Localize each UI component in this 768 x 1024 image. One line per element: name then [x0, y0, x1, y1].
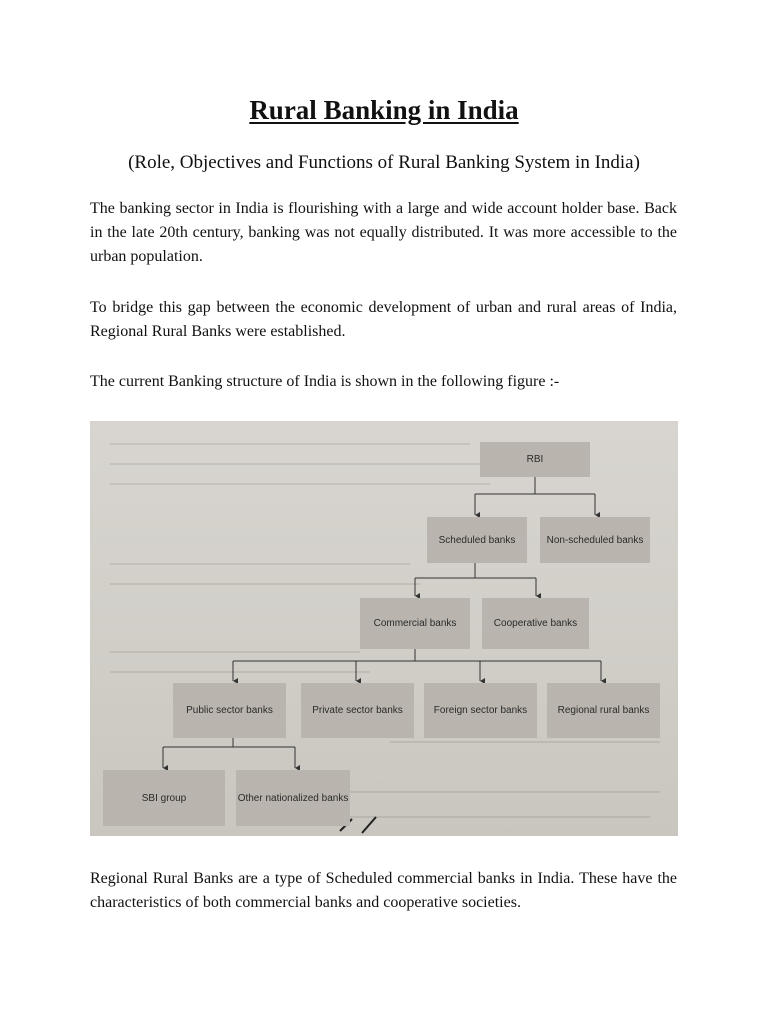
node-cooperative-banks: Cooperative banks	[482, 598, 589, 649]
node-sbi-group: SBI group	[103, 770, 225, 826]
node-other-nationalized-banks: Other nationalized banks	[236, 770, 350, 826]
paragraph-rrb: Regional Rural Banks are a type of Scheduled commercial banks in India. These have the characteristics of both commercial banks and cooperative societies.	[90, 870, 677, 911]
node-private-sector-banks: Private sector banks	[301, 683, 414, 738]
paragraph-figure-intro: The current Banking structure of India is shown in the following figure :-	[90, 373, 560, 390]
node-foreign-sector-banks: Foreign sector banks	[424, 683, 537, 738]
node-non-scheduled-banks: Non-scheduled banks	[540, 517, 650, 563]
node-commercial-banks: Commercial banks	[360, 598, 470, 649]
node-rbi: RBI	[480, 442, 590, 477]
paragraph-gap: To bridge this gap between the economic development of urban and rural areas of India, Regional Rural Banks were established.	[90, 299, 677, 340]
page-title: Rural Banking in India	[249, 95, 519, 125]
page-subtitle: (Role, Objectives and Functions of Rural Banking System in India)	[128, 152, 640, 173]
node-scheduled-banks: Scheduled banks	[427, 517, 527, 563]
banking-structure-figure	[90, 421, 678, 836]
node-regional-rural-banks: Regional rural banks	[547, 683, 660, 738]
node-public-sector-banks: Public sector banks	[173, 683, 286, 738]
paragraph-intro: The banking sector in India is flourishing with a large and wide account holder base. Back in the late 20th century, banking was not equally distributed. It was more accessible to the urban population.	[90, 200, 677, 265]
